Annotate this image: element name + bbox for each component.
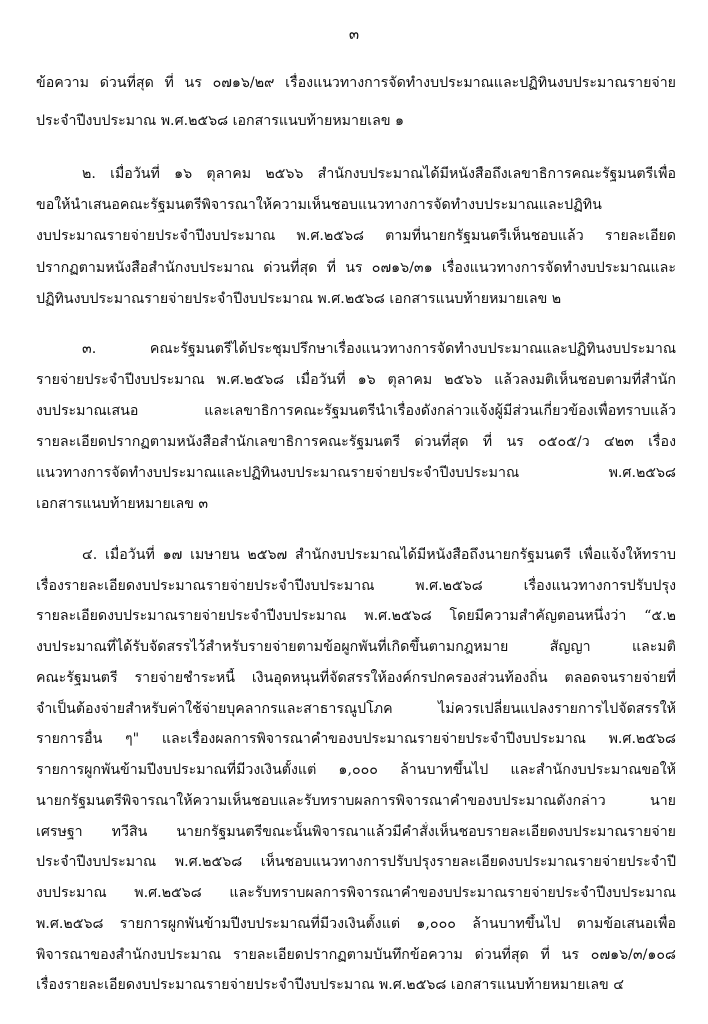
paragraph-3-line-1: ๓. คณะรัฐมนตรีได้ประชุมปรึกษาเรื่องแนวทางการจัดทำงบประมาณและปฏิทินงบประมาณ xyxy=(82,341,676,357)
paragraph-4-line-15: เรื่องรายละเอียดงบประมาณรายจ่ายประจำปีงบประมาณ พ.ศ.๒๕๖๘ เอกสารแนบท้ายหมายเลข ๔ xyxy=(36,977,624,993)
paragraph-3-line-4: รายละเอียดปรากฏตามหนังสือสำนักเลขาธิการคณะรัฐมนตรี ด่วนที่สุด ที่ นร ๐๕๐๕/ว ๔๒๓ เรื่อง xyxy=(36,434,676,450)
paragraph-4-line-2: เรื่องรายละเอียดงบประมาณรายจ่ายประจำปีงบประมาณ พ.ศ.๒๕๖๘ เรื่องแนวทางการปรับปรุง xyxy=(36,578,676,594)
paragraph-4-line-7: รายการอื่น ๆ" และเรื่องผลการพิจารณาคำของบประมาณรายจ่ายประจำปีงบประมาณ พ.ศ.๒๕๖๘ xyxy=(36,731,676,747)
paragraph-4-line-11: ประจำปีงบประมาณ พ.ศ.๒๕๖๘ เห็นชอบแนวทางการปรับปรุงรายละเอียดงบประมาณรายจ่ายประจำปี xyxy=(36,854,676,870)
paragraph-2-line-1: ๒. เมื่อวันที่ ๑๖ ตุลาคม ๒๕๖๖ สำนักงบประมาณได้มีหนังสือถึงเลขาธิการคณะรัฐมนตรีเพื่อ xyxy=(82,166,676,182)
paragraph-4-line-8: รายการผูกพันข้ามปีงบประมาณที่มีวงเงินตั้งแต่ ๑,๐๐๐ ล้านบาทขึ้นไป และสำนักงบประมาณขอให้ xyxy=(36,762,676,778)
paragraph-1-line-1: ข้อความ ด่วนที่สุด ที่ นร ๐๗๑๖/๒๙ เรื่องแนวทางการจัดทำงบประมาณและปฏิทินงบประมาณรายจ่าย xyxy=(36,75,676,91)
paragraph-3-line-5: แนวทางการจัดทำงบประมาณและปฏิทินงบประมาณรายจ่ายประจำปีงบประมาณ พ.ศ.๒๕๖๘ xyxy=(36,465,676,481)
paragraph-3-line-2: รายจ่ายประจำปีงบประมาณ พ.ศ.๒๕๖๘ เมื่อวันที่ ๑๖ ตุลาคม ๒๕๖๖ แล้วลงมติเห็นชอบตามที่สำนัก xyxy=(36,372,676,388)
paragraph-2-line-5: ปฏิทินงบประมาณรายจ่ายประจำปีงบประมาณ พ.ศ.๒๕๖๘ เอกสารแนบท้ายหมายเลข ๒ xyxy=(36,291,562,307)
paragraph-3-line-6: เอกสารแนบท้ายหมายเลข ๓ xyxy=(36,496,209,512)
paragraph-4-line-5: คณะรัฐมนตรี รายจ่ายชำระหนี้ เงินอุดหนุนที่จัดสรรให้องค์กรปกครองส่วนท้องถิ่น ตลอดจนรายจ่ายที่ xyxy=(36,670,676,686)
paragraph-2-line-2: ขอให้นำเสนอคณะรัฐมนตรีพิจารณาให้ความเห็นชอบแนวทางการจัดทำงบประมาณและปฏิทิน xyxy=(36,197,602,213)
paragraph-4-line-1: ๔. เมื่อวันที่ ๑๗ เมษายน ๒๕๖๗ สำนักงบประมาณได้มีหนังสือถึงนายกรัฐมนตรี เพื่อแจ้งให้ทราบ xyxy=(82,547,676,563)
paragraph-4-line-9: นายกรัฐมนตรีพิจารณาให้ความเห็นชอบและรับทราบผลการพิจารณาคำของบประมาณดังกล่าว นาย xyxy=(36,793,676,809)
page-number: ๓ xyxy=(348,25,360,43)
paragraph-4-line-4: งบประมาณที่ได้รับจัดสรรไว้สำหรับรายจ่ายตามข้อผูกพันที่เกิดขึ้นตามกฎหมาย สัญญา และมติ xyxy=(36,639,676,655)
paragraph-1-line-2: ประจำปีงบประมาณ พ.ศ.๒๕๖๘ เอกสารแนบท้ายหมายเลข ๑ xyxy=(36,113,405,129)
paragraph-4-line-14: พิจารณาของสำนักงบประมาณ รายละเอียดปรากฏตามบันทึกข้อความ ด่วนที่สุด ที่ นร ๐๗๑๖/๓/๑๐๘ xyxy=(36,947,676,963)
paragraph-4-line-3: รายละเอียดงบประมาณรายจ่ายประจำปีงบประมาณ พ.ศ.๒๕๖๘ โดยมีความสำคัญตอนหนึ่งว่า “๕.๒ xyxy=(36,608,676,624)
paragraph-2-line-4: ปรากฏตามหนังสือสำนักงบประมาณ ด่วนที่สุด ที่ นร ๐๗๑๖/๓๑ เรื่องแนวทางการจัดทำงบประมาณและ xyxy=(36,260,676,276)
paragraph-2-line-3: งบประมาณรายจ่ายประจำปีงบประมาณ พ.ศ.๒๕๖๘ ตามที่นายกรัฐมนตรีเห็นชอบแล้ว รายละเอียด xyxy=(36,228,676,244)
paragraph-4-line-6: จำเป็นต้องจ่ายสำหรับค่าใช้จ่ายบุคลากรและสาธารณูปโภค ไม่ควรเปลี่ยนแปลงรายการไปจัดสรรให้ xyxy=(36,701,676,717)
paragraph-4-line-10: เศรษฐา ทวีสิน นายกรัฐมนตรีขณะนั้นพิจารณาแล้วมีคำสั่งเห็นชอบรายละเอียดงบประมาณรายจ่าย xyxy=(36,824,676,840)
paragraph-3-line-3: งบประมาณเสนอ และเลขาธิการคณะรัฐมนตรีนำเรื่องดังกล่าวแจ้งผู้มีส่วนเกี่ยวข้องเพื่อทราบแล้ว xyxy=(36,403,676,419)
paragraph-4-line-13: พ.ศ.๒๕๖๘ รายการผูกพันข้ามปีงบประมาณที่มีวงเงินตั้งแต่ ๑,๐๐๐ ล้านบาทขึ้นไป ตามข้อเสนอเพื่อ xyxy=(36,916,676,932)
paragraph-4-line-12: งบประมาณ พ.ศ.๒๕๖๘ และรับทราบผลการพิจารณาคำของบประมาณรายจ่ายประจำปีงบประมาณ xyxy=(36,885,676,901)
